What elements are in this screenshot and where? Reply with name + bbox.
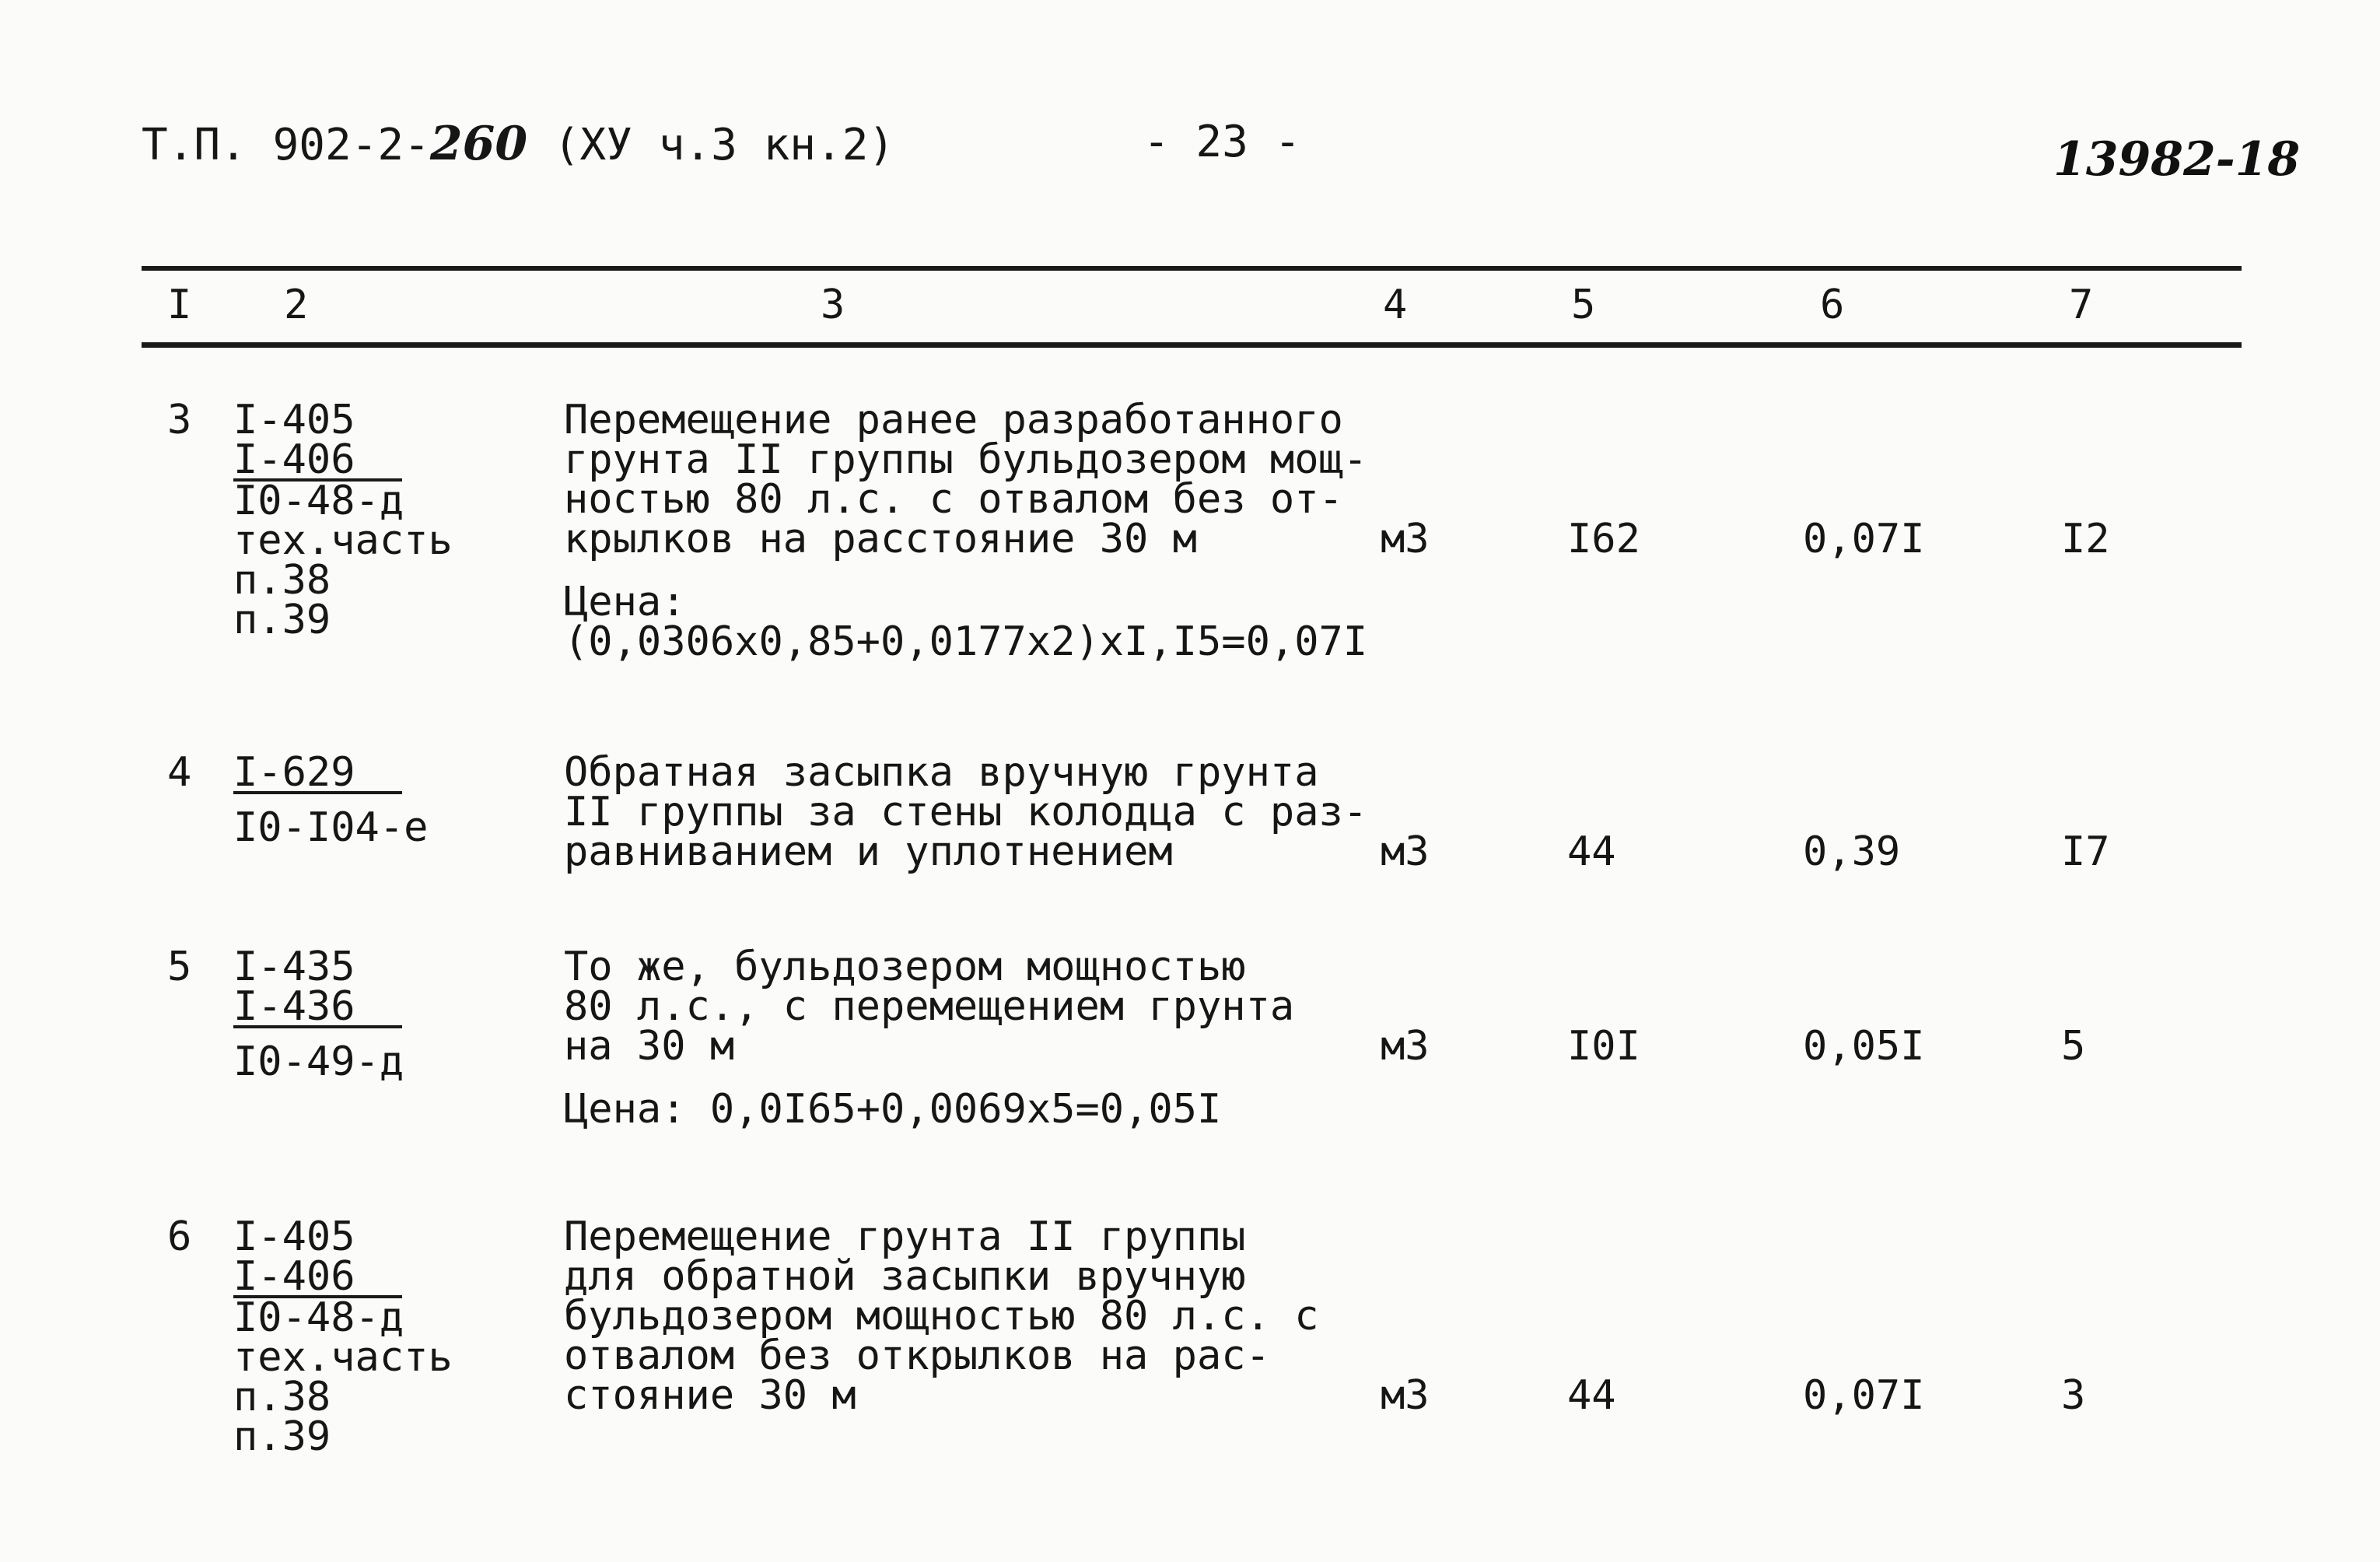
col-header-2: 2: [284, 282, 309, 328]
doc-code: [142, 117, 894, 171]
col-header-5: 5: [1571, 282, 1596, 328]
row-quantity: I62: [1567, 516, 1640, 562]
desc-line: на 30 м: [564, 1023, 735, 1070]
price-note: Цена: 0,0I65+0,0069х5=0,05I: [564, 1086, 1222, 1133]
row-unit-price: 0,07I: [1803, 1372, 1925, 1419]
row-references: [233, 397, 453, 643]
row-quantity: 44: [1567, 1372, 1616, 1419]
row-unit: м3: [1381, 828, 1430, 875]
row-references: [233, 749, 429, 851]
desc-line: бульдозером мощностью 80 л.с. с: [564, 1293, 1319, 1340]
row-description: [564, 944, 1295, 1133]
ref-code: I-405: [233, 397, 355, 443]
col-header-1: I: [167, 282, 192, 328]
row-quantity: 44: [1567, 828, 1616, 875]
ref-code: I-406: [233, 1258, 402, 1298]
desc-line: для обратной засыпки вручную: [564, 1253, 1246, 1300]
price-formula: (0,0306х0,85+0,0177х2)хI,I5=0,07I: [564, 618, 1368, 665]
ref-code: тех.часть: [233, 517, 453, 564]
desc-line: равниванием и уплотнением: [564, 828, 1173, 875]
col-header-4: 4: [1383, 282, 1408, 328]
desc-line: грунта II группы бульдозером мощ-: [564, 436, 1368, 483]
doc-code-handwritten: 260: [429, 117, 528, 171]
desc-line: Обратная засыпка вручную грунта: [564, 749, 1319, 796]
desc-line: стояние 30 м: [564, 1372, 856, 1419]
table-header-rule: [142, 342, 2242, 348]
ref-code: I-629: [233, 754, 402, 794]
row-number: 5: [167, 944, 192, 990]
row-description: [564, 749, 1368, 875]
row-description: [564, 1214, 1319, 1419]
ref-code: I0-48-д: [233, 1294, 404, 1341]
row-unit: м3: [1381, 516, 1430, 562]
row-quantity: I0I: [1567, 1023, 1640, 1070]
row-unit-price: 0,05I: [1803, 1023, 1925, 1070]
ref-code: I0-48-д: [233, 478, 404, 524]
doc-code-prefix: Т.П. 902-2-: [142, 120, 430, 170]
ref-code: I-405: [233, 1214, 355, 1260]
desc-line: Перемещение грунта II группы: [564, 1214, 1246, 1260]
ref-code: I-435: [233, 944, 355, 990]
row-number: 3: [167, 397, 192, 443]
table-top-rule: [142, 266, 2242, 271]
stamp-number: 13982-18: [2053, 132, 2301, 187]
ref-code: I-406: [233, 441, 402, 482]
doc-code-suffix: (ХУ ч.3 кн.2): [553, 120, 895, 170]
page-number: - 23 -: [1143, 117, 1301, 167]
ref-code: тех.часть: [233, 1334, 453, 1381]
col-header-6: 6: [1820, 282, 1845, 328]
row-unit: м3: [1381, 1372, 1430, 1419]
row-description: [564, 397, 1368, 665]
col-header-7: 7: [2069, 282, 2094, 328]
desc-line: крылков на расстояние 30 м: [564, 516, 1197, 562]
ref-code: I0-I04-е: [233, 804, 429, 851]
desc-line: II группы за стены колодца с раз-: [564, 789, 1368, 835]
desc-line: Перемещение ранее разработанного: [564, 397, 1343, 443]
col-header-3: 3: [821, 282, 845, 328]
ref-code: п.39: [233, 1413, 331, 1460]
row-unit: м3: [1381, 1023, 1430, 1070]
row-references: [233, 1214, 453, 1460]
ref-code: п.38: [233, 557, 331, 604]
desc-line: отвалом без открылков на рас-: [564, 1333, 1270, 1379]
ref-code: I0-49-д: [233, 1038, 404, 1085]
row-number: 4: [167, 749, 192, 796]
row-total: 3: [2061, 1372, 2086, 1419]
price-note: Цена:: [564, 579, 686, 625]
row-total: 5: [2061, 1023, 2086, 1070]
row-number: 6: [167, 1214, 192, 1260]
row-total: I2: [2061, 516, 2110, 562]
ref-code: I-436: [233, 988, 402, 1028]
desc-line: 80 л.с., с перемещением грунта: [564, 983, 1295, 1030]
desc-line: ностью 80 л.с. с отвалом без от-: [564, 476, 1343, 523]
ref-code: п.38: [233, 1374, 331, 1420]
ref-code: п.39: [233, 597, 331, 643]
row-unit-price: 0,07I: [1803, 516, 1925, 562]
row-unit-price: 0,39: [1803, 828, 1901, 875]
row-references: [233, 944, 404, 1085]
desc-line: То же, бульдозером мощностью: [564, 944, 1246, 990]
row-total: I7: [2061, 828, 2110, 875]
